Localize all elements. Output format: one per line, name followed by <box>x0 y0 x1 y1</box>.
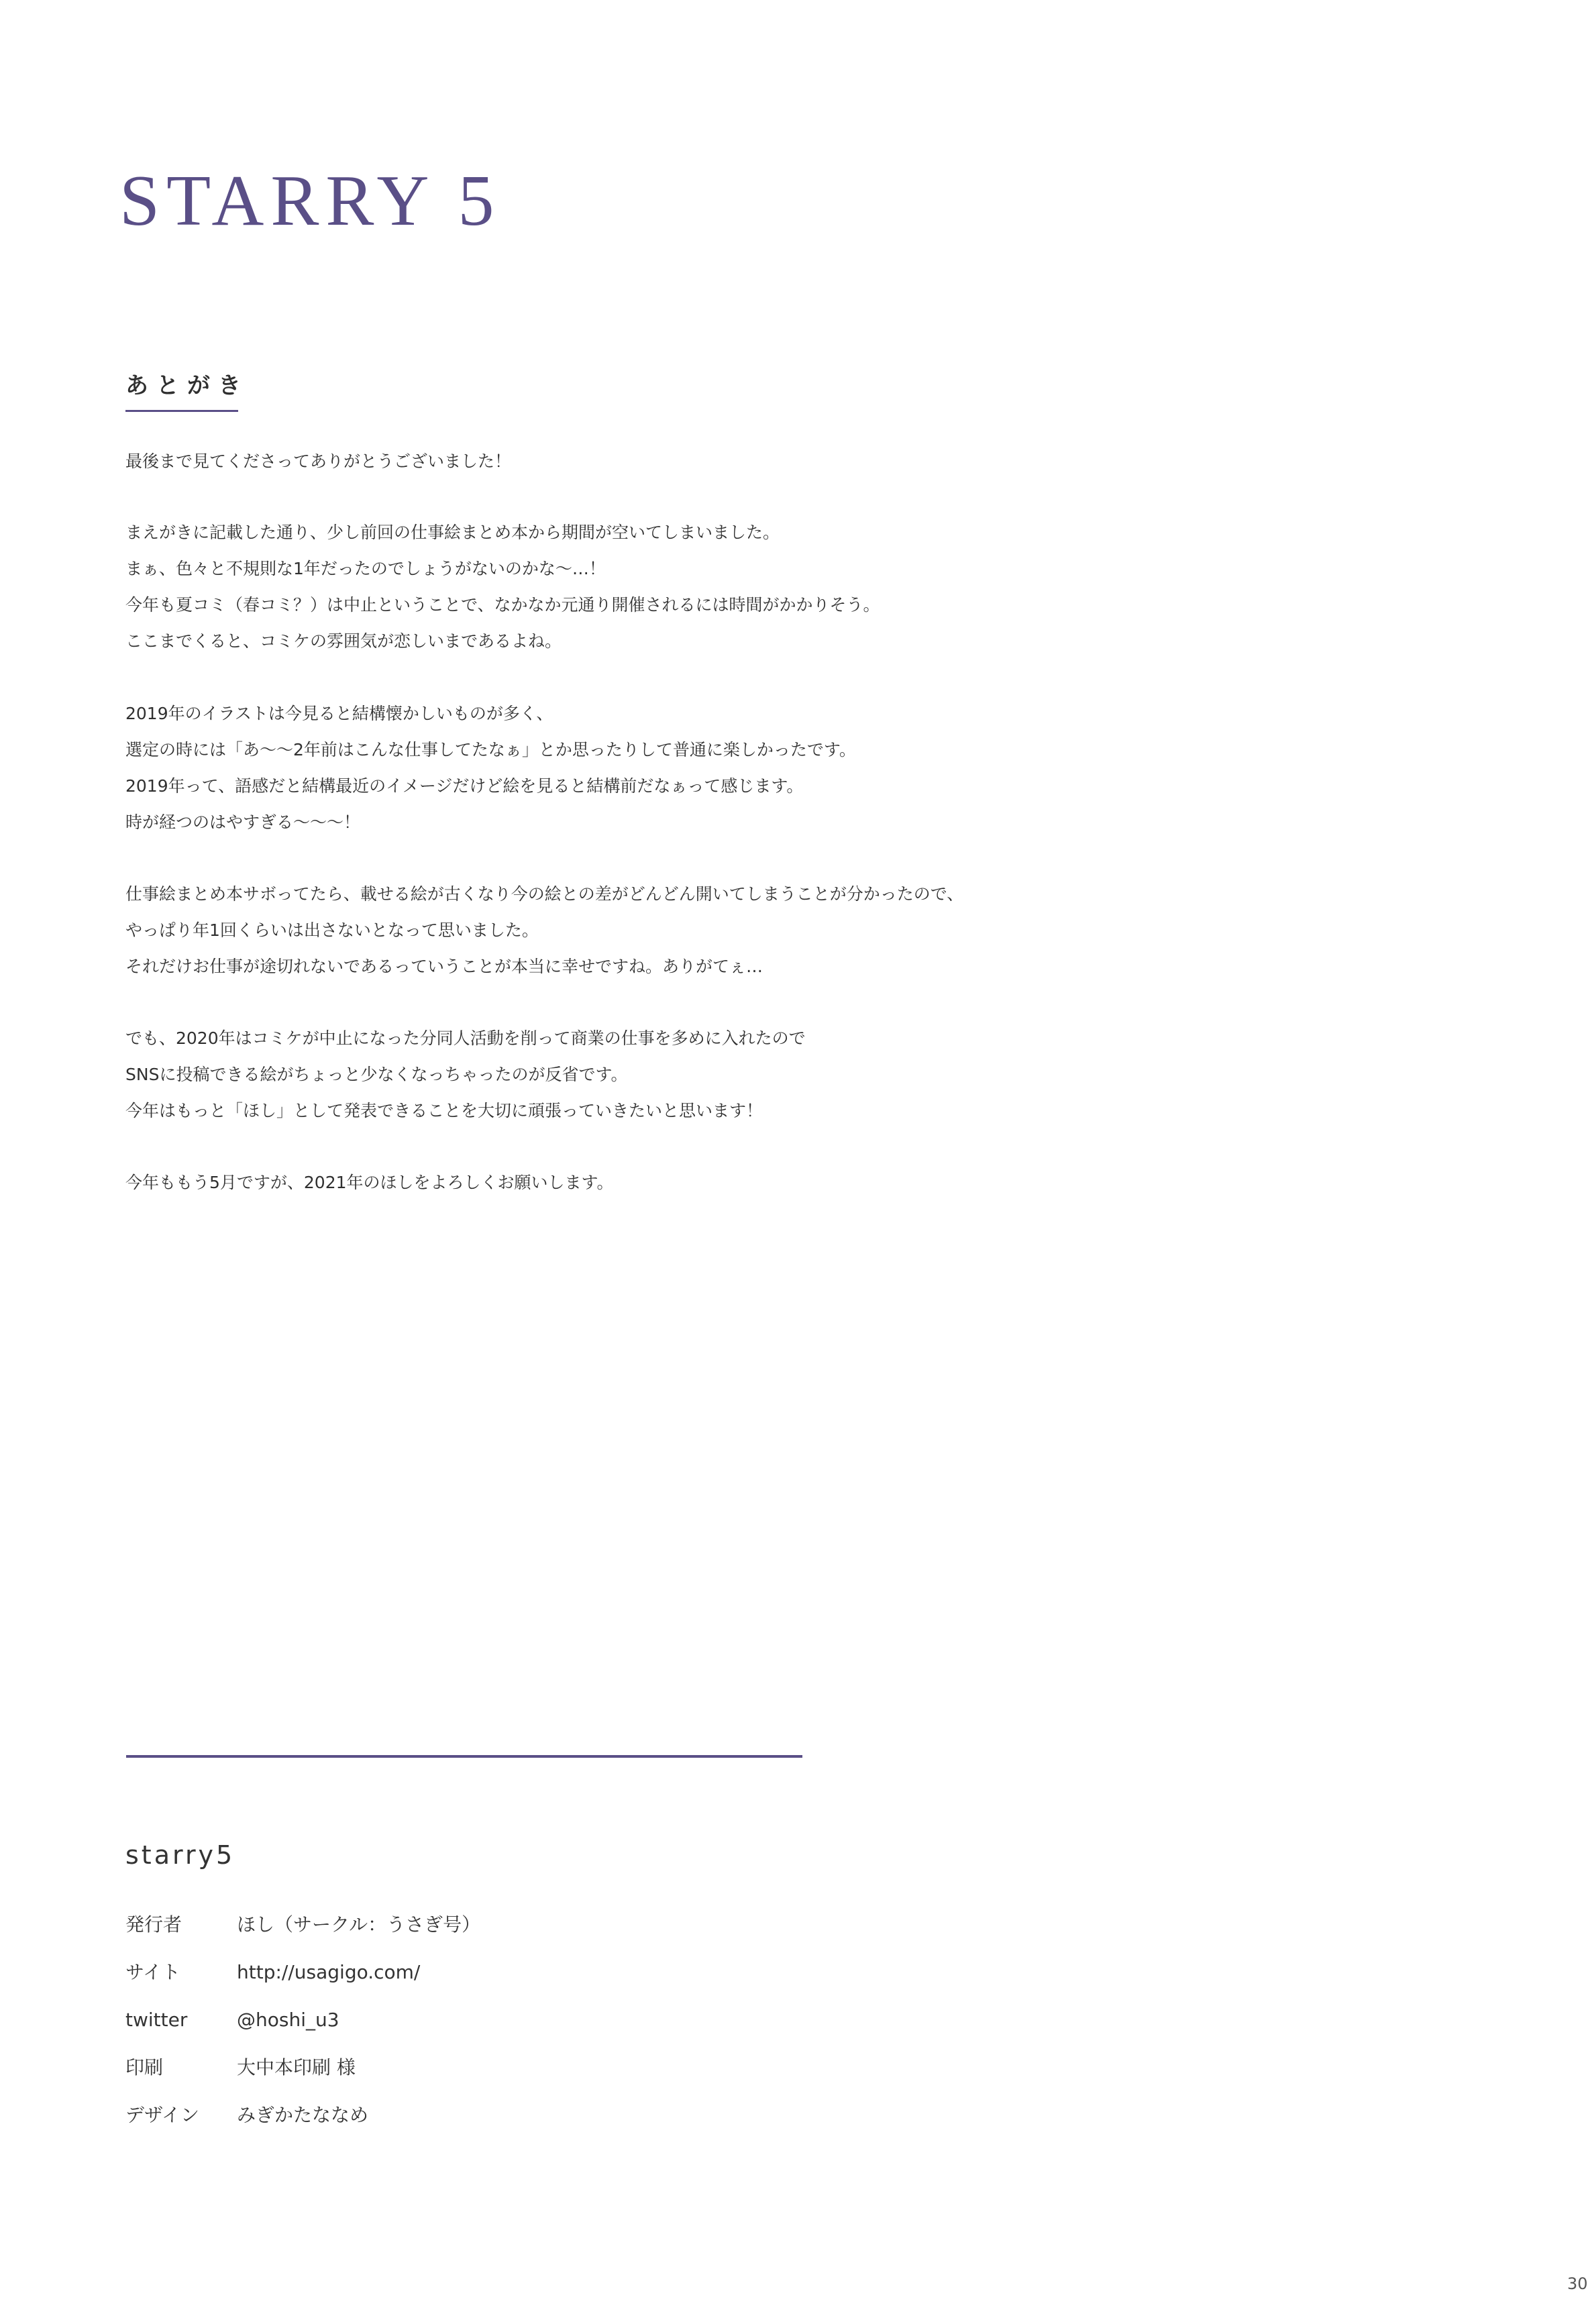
body-line: まえがきに記載した通り、少し前回の仕事絵まとめ本から期間が空いてしまいました。 <box>125 523 780 542</box>
colophon-value: @hoshi_u3 <box>237 2009 339 2031</box>
body-line: まぁ、色々と不規則な1年だったのでしょうがないのかな～…！ <box>125 559 606 578</box>
colophon-row-site <box>125 1963 729 1990</box>
body-line: 今年も夏コミ（春コミ？）は中止ということで、なかなか元通り開催されるには時間がかかりそう。 <box>125 595 880 615</box>
colophon-value: みぎかたななめ <box>237 2104 369 2126</box>
colophon-label: サイト <box>125 1961 181 1983</box>
colophon-label: twitter <box>125 2009 188 2031</box>
colophon-label: デザイン <box>125 2104 200 2126</box>
page-number: 30 <box>1567 2274 1588 2293</box>
book-title: STARRY 5 <box>119 161 501 241</box>
body-line: SNSに投稿できる絵がちょっと少なくなっちゃったのが反省です。 <box>125 1065 628 1084</box>
body-line: 時が経つのはやすぎる～～～！ <box>125 812 361 832</box>
body-line: 2019年のイラストは今見ると結構懐かしいものが多く、 <box>125 704 553 723</box>
body-line: 最後まで見てくださってありがとうございました！ <box>125 452 512 471</box>
body-line: 仕事絵まとめ本サボってたら、載せる絵が古くなり今の絵との差がどんどん開いてしまうことが分かったので、 <box>125 884 964 904</box>
colophon-label: 発行者 <box>125 1913 182 1936</box>
heading-underline <box>125 410 238 412</box>
colophon-value: 大中本印刷 様 <box>237 2056 356 2078</box>
body-line: 2019年って、語感だと結構最近のイメージだけど絵を見ると結構前だなぁって感じます。 <box>125 776 804 796</box>
body-line: やっぱり年1回くらいは出さないとなって思いました。 <box>125 920 539 940</box>
colophon-row-printer <box>125 2058 729 2085</box>
body-line: でも、2020年はコミケが中止になった分同人活動を削って商業の仕事を多めに入れたので <box>125 1028 806 1048</box>
body-line: 選定の時には「あ～～2年前はこんな仕事してたなぁ」とか思ったりして普通に楽しかったです。 <box>125 740 856 759</box>
body-line: 今年はもっと「ほし」として発表できることを大切に頑張っていきたいと思います！ <box>125 1101 763 1120</box>
colophon-divider <box>126 1755 802 1758</box>
colophon-value: ほし（サークル：うさぎ号） <box>237 1913 481 1936</box>
colophon-label: 印刷 <box>125 2056 164 2078</box>
colophon-value: http://usagigo.com/ <box>237 1961 421 1983</box>
colophon-row-twitter <box>125 2011 729 2038</box>
section-heading: あとがき <box>125 372 249 399</box>
colophon-row-publisher <box>125 1915 729 1942</box>
body-line: 今年ももう5月ですが、2021年のほしをよろしくお願いします。 <box>125 1173 614 1192</box>
body-line: それだけお仕事が途切れないであるっていうことが本当に幸せですね。ありがてぇ… <box>125 957 763 976</box>
body-line: ここまでくると、コミケの雰囲気が恋しいまであるよね。 <box>125 631 562 651</box>
colophon-title: starry5 <box>125 1840 235 1870</box>
colophon-row-design <box>125 2106 729 2133</box>
